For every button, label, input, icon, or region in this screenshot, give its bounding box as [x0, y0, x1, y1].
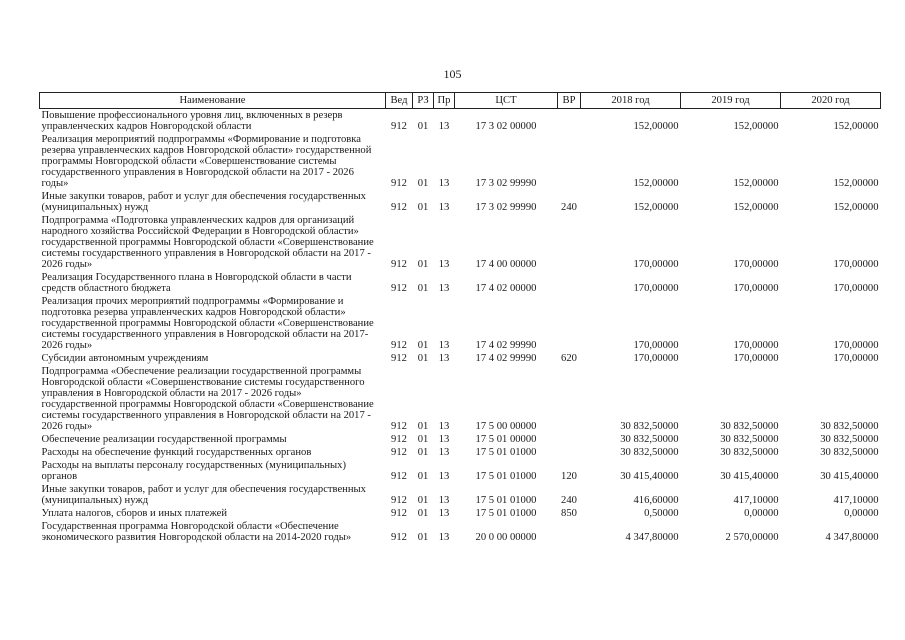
row-2020: 170,00000: [833, 283, 879, 294]
row-name: Иные закупки товаров, работ и услуг для обеспечения государственных (муниципальных) нужд: [41, 484, 366, 506]
row-ved: 912: [391, 508, 407, 519]
row-rz: 01: [417, 447, 429, 458]
row-cst: 17 3 02 00000: [475, 121, 537, 132]
row-cst: 17 4 02 99990: [475, 340, 537, 351]
row-cst: 17 3 02 99990: [475, 202, 537, 213]
row-rz: 01: [417, 434, 429, 445]
row-cst: 17 5 01 01000: [475, 447, 537, 458]
row-cst: 17 3 02 99990: [475, 178, 537, 189]
row-2019: 170,00000: [733, 259, 779, 270]
row-2020: 30 415,40000: [820, 471, 879, 482]
table-row: [40, 520, 881, 544]
row-rz: 01: [417, 283, 429, 294]
table-row: [40, 433, 881, 446]
row-ved: 912: [391, 202, 407, 213]
row-name: Расходы на обеспечение функций государственных органов: [41, 447, 312, 458]
row-vr: 850: [561, 508, 577, 519]
row-vr: [558, 109, 581, 134]
row-cst: 17 4 02 99990: [475, 353, 537, 364]
row-ved: 912: [391, 178, 407, 189]
row-pr: 13: [438, 447, 450, 458]
row-2019: 30 415,40000: [720, 471, 779, 482]
row-ved: 912: [391, 471, 407, 482]
header-cst: ЦСТ: [455, 93, 558, 109]
row-pr: 13: [438, 532, 450, 543]
row-2019: 152,00000: [733, 121, 779, 132]
row-rz: 01: [417, 471, 429, 482]
row-ved: 912: [391, 121, 407, 132]
row-2020: 152,00000: [833, 178, 879, 189]
table-row: [40, 352, 881, 365]
row-vr: 240: [561, 202, 577, 213]
row-ved: 912: [391, 340, 407, 351]
row-2018: 170,00000: [633, 353, 679, 364]
table-row: [40, 133, 881, 190]
row-ved: 912: [391, 353, 407, 364]
row-2019: 152,00000: [733, 202, 779, 213]
row-2020: 30 832,50000: [820, 447, 879, 458]
row-2019: 2 570,00000: [725, 532, 779, 543]
row-2018: 416,60000: [633, 495, 679, 506]
budget-table: [39, 92, 881, 544]
row-2020: 0,00000: [844, 508, 879, 519]
row-2019: 30 832,50000: [720, 421, 779, 432]
row-cst: 17 5 00 00000: [475, 421, 537, 432]
table-row: [40, 109, 881, 134]
row-vr: 620: [561, 353, 577, 364]
row-cst: 17 4 02 00000: [475, 283, 537, 294]
row-name: Подпрограмма «Обеспечение реализации государственной программы Новгородской области «Совершенствование системы государственного управления в Новгородской области на 2017 - 2026 годы» государственной программы Новгородской области «Совершенствование системы государственного управления в Новгородской области на 2017 - 2026 годы»: [41, 366, 374, 432]
row-2018: 152,00000: [633, 121, 679, 132]
row-rz: 01: [417, 259, 429, 270]
row-pr: 13: [438, 283, 450, 294]
row-2019: 0,00000: [744, 508, 779, 519]
row-vr: [558, 365, 581, 433]
row-2018: 30 832,50000: [620, 434, 679, 445]
header-ved: Вед: [386, 93, 413, 109]
row-pr: 13: [438, 259, 450, 270]
row-name: Иные закупки товаров, работ и услуг для обеспечения государственных (муниципальных) нужд: [41, 191, 366, 213]
row-2019: 170,00000: [733, 340, 779, 351]
row-2019: 170,00000: [733, 353, 779, 364]
row-pr: 13: [438, 471, 450, 482]
row-rz: 01: [417, 532, 429, 543]
row-2018: 0,50000: [644, 508, 679, 519]
row-2020: 4 347,80000: [825, 532, 879, 543]
row-vr: [558, 271, 581, 295]
row-2018: 4 347,80000: [625, 532, 679, 543]
row-2020: 417,10000: [833, 495, 879, 506]
row-vr: [558, 446, 581, 459]
table-row: [40, 507, 881, 520]
header-name: Наименование: [40, 93, 386, 109]
header-vr: ВР: [558, 93, 581, 109]
table-row: [40, 459, 881, 483]
row-2020: 152,00000: [833, 121, 879, 132]
row-2019: 30 832,50000: [720, 434, 779, 445]
row-ved: 912: [391, 421, 407, 432]
row-pr: 13: [438, 508, 450, 519]
row-vr: 240: [561, 495, 577, 506]
row-pr: 13: [438, 121, 450, 132]
row-2019: 30 832,50000: [720, 447, 779, 458]
header-2019: 2019 год: [681, 93, 781, 109]
row-2020: 170,00000: [833, 340, 879, 351]
row-rz: 01: [417, 353, 429, 364]
row-2018: 30 415,40000: [620, 471, 679, 482]
row-2020: 30 832,50000: [820, 434, 879, 445]
header-2018: 2018 год: [581, 93, 681, 109]
row-pr: 13: [438, 178, 450, 189]
table-row: [40, 190, 881, 214]
row-2018: 30 832,50000: [620, 421, 679, 432]
row-2020: 30 832,50000: [820, 421, 879, 432]
table-row: [40, 214, 881, 271]
row-2020: 170,00000: [833, 259, 879, 270]
row-rz: 01: [417, 202, 429, 213]
row-vr: [558, 214, 581, 271]
row-cst: 17 5 01 01000: [475, 508, 537, 519]
row-2018: 170,00000: [633, 283, 679, 294]
row-name: Государственная программа Новгородской области «Обеспечение экономического развития Новгородской области на 2014-2020 годы»: [41, 521, 352, 543]
row-2018: 152,00000: [633, 202, 679, 213]
row-2019: 417,10000: [733, 495, 779, 506]
row-pr: 13: [438, 202, 450, 213]
row-name: Обеспечение реализации государственной программы: [41, 434, 287, 445]
table-row: [40, 446, 881, 459]
row-rz: 01: [417, 495, 429, 506]
row-name: Повышение профессионального уровня лиц, включенных в резерв управленческих кадров Новгородской области: [41, 110, 343, 132]
row-name: Уплата налогов, сборов и иных платежей: [41, 508, 228, 519]
table-body: [40, 109, 881, 545]
row-cst: 17 5 01 01000: [475, 471, 537, 482]
row-name: Расходы на выплаты персоналу государственных (муниципальных) органов: [41, 460, 346, 482]
row-2020: 170,00000: [833, 353, 879, 364]
row-pr: 13: [438, 434, 450, 445]
row-ved: 912: [391, 259, 407, 270]
row-name: Подпрограмма «Подготовка управленческих кадров для организаций народного хозяйства Российской Федерации в Новгородской области» государственной программы Новгородской области «Совершенствование системы государственного управления в Новгородской области на 2017 - 2026 годы»: [41, 215, 374, 270]
row-pr: 13: [438, 353, 450, 364]
row-name: Реализация прочих мероприятий подпрограммы «Формирование и подготовка резерва управленческих кадров Новгородской области» государственной программы Новгородской области «Совершенствование системы государственного управления в Новгородской области на 2017-2026 годы»: [41, 296, 374, 351]
header-pr: Пр: [434, 93, 455, 109]
row-cst: 17 4 00 00000: [475, 259, 537, 270]
row-rz: 01: [417, 508, 429, 519]
row-vr: [558, 295, 581, 352]
row-name: Реализация Государственного плана в Новгородской области в части средств областного бюджета: [41, 272, 352, 294]
row-vr: 120: [561, 471, 577, 482]
row-ved: 912: [391, 434, 407, 445]
row-2018: 30 832,50000: [620, 447, 679, 458]
row-ved: 912: [391, 495, 407, 506]
row-rz: 01: [417, 121, 429, 132]
row-2018: 170,00000: [633, 259, 679, 270]
header-2020: 2020 год: [781, 93, 881, 109]
row-pr: 13: [438, 340, 450, 351]
table-row: [40, 483, 881, 507]
row-rz: 01: [417, 340, 429, 351]
page-number: 105: [443, 67, 462, 81]
row-name: Реализация мероприятий подпрограммы «Формирование и подготовка резерва управленческих кадров Новгородской области» государственной программы Новгородской области «Совершенствование системы государственного управления в Новгородской области на 2017 - 2026 годы»: [41, 134, 372, 189]
table-row: [40, 365, 881, 433]
row-2019: 152,00000: [733, 178, 779, 189]
table-row: [40, 295, 881, 352]
row-pr: 13: [438, 495, 450, 506]
table-row: [40, 271, 881, 295]
row-2020: 152,00000: [833, 202, 879, 213]
row-2018: 170,00000: [633, 340, 679, 351]
row-name: Субсидии автономным учреждениям: [41, 353, 209, 364]
row-cst: 17 5 01 01000: [475, 495, 537, 506]
header-rz: РЗ: [413, 93, 434, 109]
row-rz: 01: [417, 178, 429, 189]
row-ved: 912: [391, 532, 407, 543]
row-cst: 20 0 00 00000: [475, 532, 537, 543]
row-vr: [558, 133, 581, 190]
row-2018: 152,00000: [633, 178, 679, 189]
table-header-row: [40, 93, 881, 109]
row-vr: [558, 433, 581, 446]
row-2019: 170,00000: [733, 283, 779, 294]
row-vr: [558, 520, 581, 544]
row-rz: 01: [417, 421, 429, 432]
row-ved: 912: [391, 283, 407, 294]
row-ved: 912: [391, 447, 407, 458]
row-pr: 13: [438, 421, 450, 432]
row-cst: 17 5 01 00000: [475, 434, 537, 445]
